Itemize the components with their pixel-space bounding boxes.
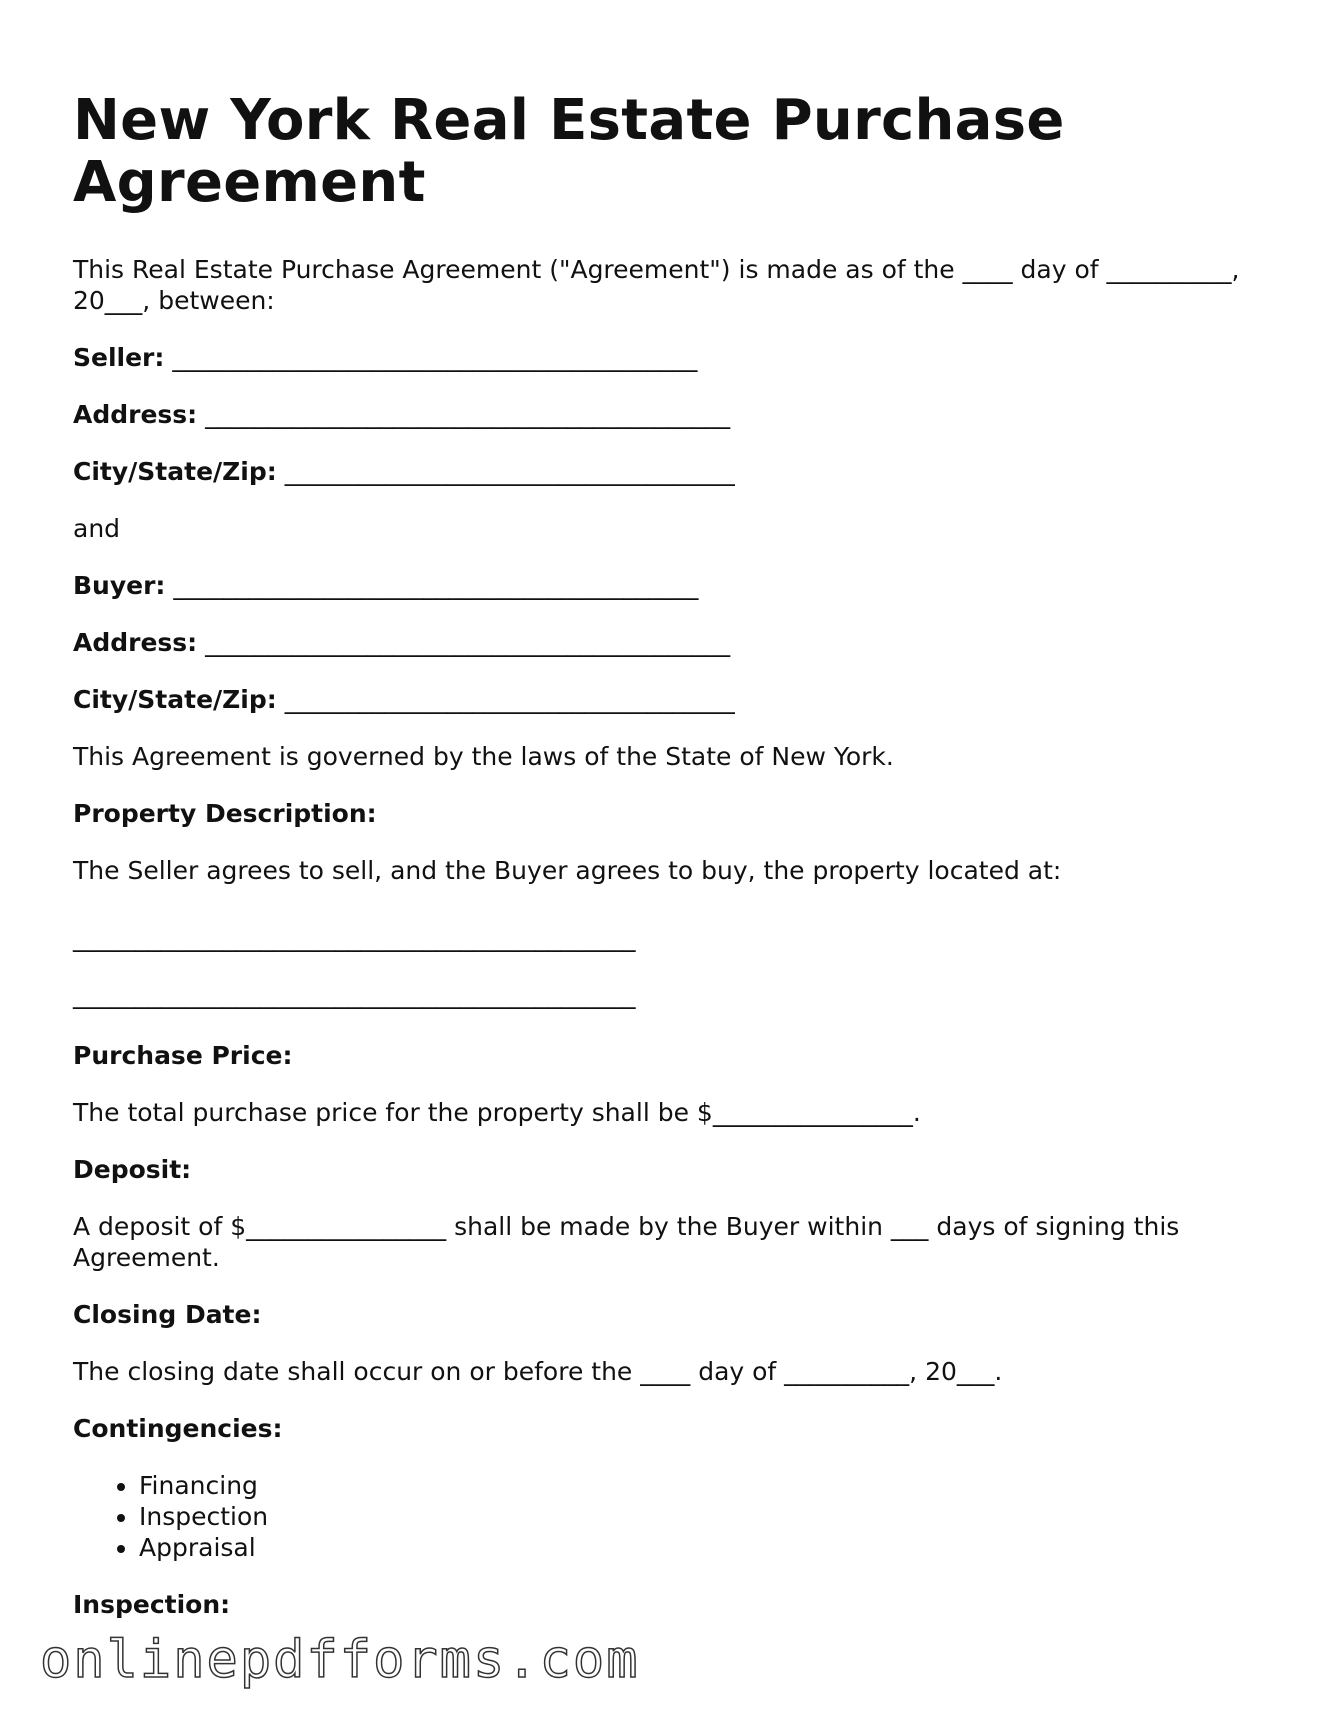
seller-city-blank: ____________________________________ [276,457,735,486]
list-item: • Appraisal [139,1532,1273,1563]
buyer-city-line [73,684,1273,715]
watermark: onlinepdfforms.com [40,1630,640,1690]
purchase-price-text: The total purchase price for the property shall be $________________. [73,1098,921,1127]
seller-city-label: City/State/Zip: [73,457,277,486]
purchase-price-heading: Purchase Price: [73,1041,293,1070]
seller-address-blank: __________________________________________ [197,400,731,429]
document-page [73,90,1273,1646]
property-blank-2: _____________________________________________ [73,980,636,1009]
intro-paragraph: This Real Estate Purchase Agreement ("Agreement") is made as of the ____ day of __________, 20___, between: [73,255,1240,315]
seller-address-line [73,399,1273,430]
document-title: New York Real Estate Purchase Agreement [73,88,1065,215]
seller-name-label: Seller: [73,343,165,372]
and-text: and [73,514,121,543]
contingencies-list [73,1470,1273,1563]
property-heading: Property Description: [73,799,377,828]
property-text: The Seller agrees to sell, and the Buyer agrees to buy, the property located at: [73,856,1062,885]
buyer-city-blank: ____________________________________ [276,685,735,714]
deposit-text: A deposit of $________________ shall be made by the Buyer within ___ days of signing this Agreement. [73,1212,1180,1272]
buyer-address-blank: __________________________________________ [197,628,731,657]
property-blank-1: _____________________________________________ [73,923,636,952]
list-item: • Inspection [139,1501,1273,1532]
contingencies-heading: Contingencies: [73,1414,283,1443]
buyer-address-line [73,627,1273,658]
buyer-address-label: Address: [73,628,198,657]
seller-name-line [73,342,1273,373]
inspection-heading: Inspection: [73,1590,231,1619]
list-item: • Financing [139,1470,1273,1501]
buyer-city-label: City/State/Zip: [73,685,277,714]
deposit-heading: Deposit: [73,1155,192,1184]
closing-text: The closing date shall occur on or before the ____ day of __________, 20___. [73,1357,1003,1386]
buyer-name-label: Buyer: [73,571,166,600]
seller-address-label: Address: [73,400,198,429]
governing-law-text: This Agreement is governed by the laws of the State of New York. [73,742,894,771]
closing-heading: Closing Date: [73,1300,262,1329]
buyer-name-blank: __________________________________________ [165,571,699,600]
seller-name-blank: __________________________________________ [164,343,698,372]
seller-city-line [73,456,1273,487]
buyer-name-line [73,570,1273,601]
